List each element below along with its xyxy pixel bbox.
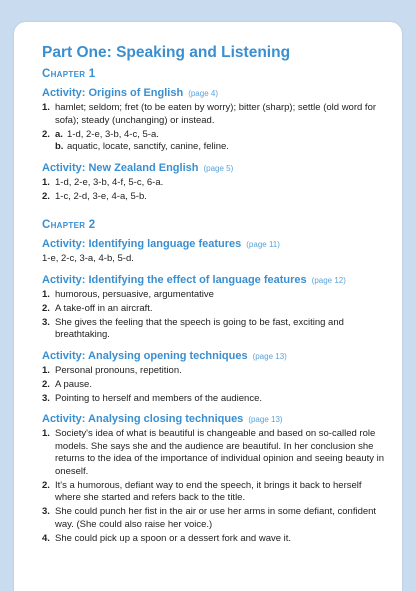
page-reference: (page 4) <box>188 89 218 98</box>
item-text: She gives the feeling that the speech is going to be fast, exciting and breathtaking. <box>55 316 344 340</box>
list-item <box>42 129 388 154</box>
list-item <box>42 177 388 190</box>
page-reference: (page 12) <box>311 275 346 285</box>
item-number: 1. <box>42 364 50 376</box>
item-number: 1. <box>42 288 50 300</box>
list-item <box>42 533 388 546</box>
activity-title: Activity: Analysing closing techniques <box>42 413 244 425</box>
chapter-2-heading: Chapter 2 <box>42 219 96 231</box>
item-text: 1-d, 2-e, 3-b, 4-f, 5-c, 6-a. <box>55 176 164 188</box>
sub-item-label: a. <box>55 128 63 140</box>
item-text: She could punch her fist in the air or use her arms in some defiant, confident way. (She could also raise her voice.) <box>55 506 377 530</box>
item-number: 3. <box>42 316 50 328</box>
list-item <box>42 365 388 378</box>
activity-origins-of-english <box>42 85 388 154</box>
activity-heading <box>42 411 388 427</box>
activity-analysing-opening-techniques <box>42 348 388 406</box>
page-content <box>14 22 402 545</box>
activity-title: Activity: New Zealand English <box>42 161 199 174</box>
list-item <box>42 289 388 302</box>
sub-item-text: aquatic, locate, sanctify, canine, feline. <box>67 141 229 152</box>
item-text: humorous, persuasive, argumentative <box>55 288 214 300</box>
item-text: Pointing to herself and members of the audience. <box>55 392 263 404</box>
sub-item <box>55 141 388 154</box>
page-reference: (page 11) <box>246 240 280 249</box>
list-item <box>42 317 388 342</box>
activity-title: Activity: Analysing opening techniques <box>42 349 248 362</box>
activity-heading <box>42 160 388 176</box>
item-number: 3. <box>42 392 50 404</box>
activity-heading <box>42 236 388 252</box>
answer-page <box>14 22 402 591</box>
page-reference: (page 13) <box>248 415 283 424</box>
item-text: A pause. <box>55 378 92 390</box>
sub-item <box>55 129 388 142</box>
answer-text: 1-e, 2-c, 3-a, 4-b, 5-d. <box>42 253 134 264</box>
item-number: 1. <box>42 102 50 113</box>
item-text: Personal pronouns, repetition. <box>55 364 182 376</box>
list-item <box>42 303 388 316</box>
list-item <box>42 102 388 127</box>
chapter-1-heading: Chapter 1 <box>42 68 96 80</box>
item-text: Society's idea of what is beautiful is changeable and based on so-called role models. She says she and the audience are beautiful. In her conclusion she returns to the idea of the importance of individual opinion and seeing beauty in oneself. <box>55 428 385 477</box>
part-title: Part One: Speaking and Listening <box>42 44 291 61</box>
page-reference: (page 5) <box>203 163 234 173</box>
activity-title: Activity: Origins of English <box>42 87 184 99</box>
activity-identifying-language-features <box>42 236 388 266</box>
list-item <box>42 379 388 392</box>
item-text: She could pick up a spoon or a dessert fork and wave it. <box>55 532 292 544</box>
item-number: 2. <box>42 128 50 140</box>
item-number: 2. <box>42 378 50 390</box>
sub-list <box>55 129 388 154</box>
item-number: 3. <box>42 506 50 517</box>
activity-new-zealand-english <box>42 160 388 204</box>
activity-title: Activity: Identifying language features <box>42 238 242 250</box>
activity-effect-of-language-features <box>42 272 388 342</box>
page-reference: (page 13) <box>252 351 287 361</box>
activity-analysing-closing-techniques <box>42 411 388 545</box>
item-text: It's a humorous, defiant way to end the speech, it brings it back to herself where she started and refers back to the title. <box>55 479 362 503</box>
activity-heading <box>42 348 388 364</box>
item-number: 1. <box>42 428 50 439</box>
item-text: hamlet; seldom; fret (to be eaten by worry); bitter (sharp); settle (old word for sofa); steady (unchanging) or instead. <box>55 102 377 126</box>
activity-heading <box>42 85 388 101</box>
sub-item-text: 1-d, 2-e, 3-b, 4-c, 5-a. <box>67 128 159 140</box>
list-item <box>42 191 388 204</box>
item-number: 1. <box>42 176 50 188</box>
item-text: A take-off in an aircraft. <box>55 302 153 314</box>
item-number: 2. <box>42 190 50 202</box>
sub-item-label: b. <box>55 141 64 152</box>
item-number: 2. <box>42 479 50 491</box>
item-number: 2. <box>42 302 50 314</box>
list-item <box>42 506 388 531</box>
list-item <box>42 393 388 406</box>
activity-heading <box>42 272 388 288</box>
item-text: 1-c, 2-d, 3-e, 4-a, 5-b. <box>55 190 147 202</box>
item-number: 4. <box>42 532 50 544</box>
list-item <box>42 428 388 478</box>
list-item <box>42 480 388 505</box>
activity-title: Activity: Identifying the effect of language features <box>42 273 307 286</box>
